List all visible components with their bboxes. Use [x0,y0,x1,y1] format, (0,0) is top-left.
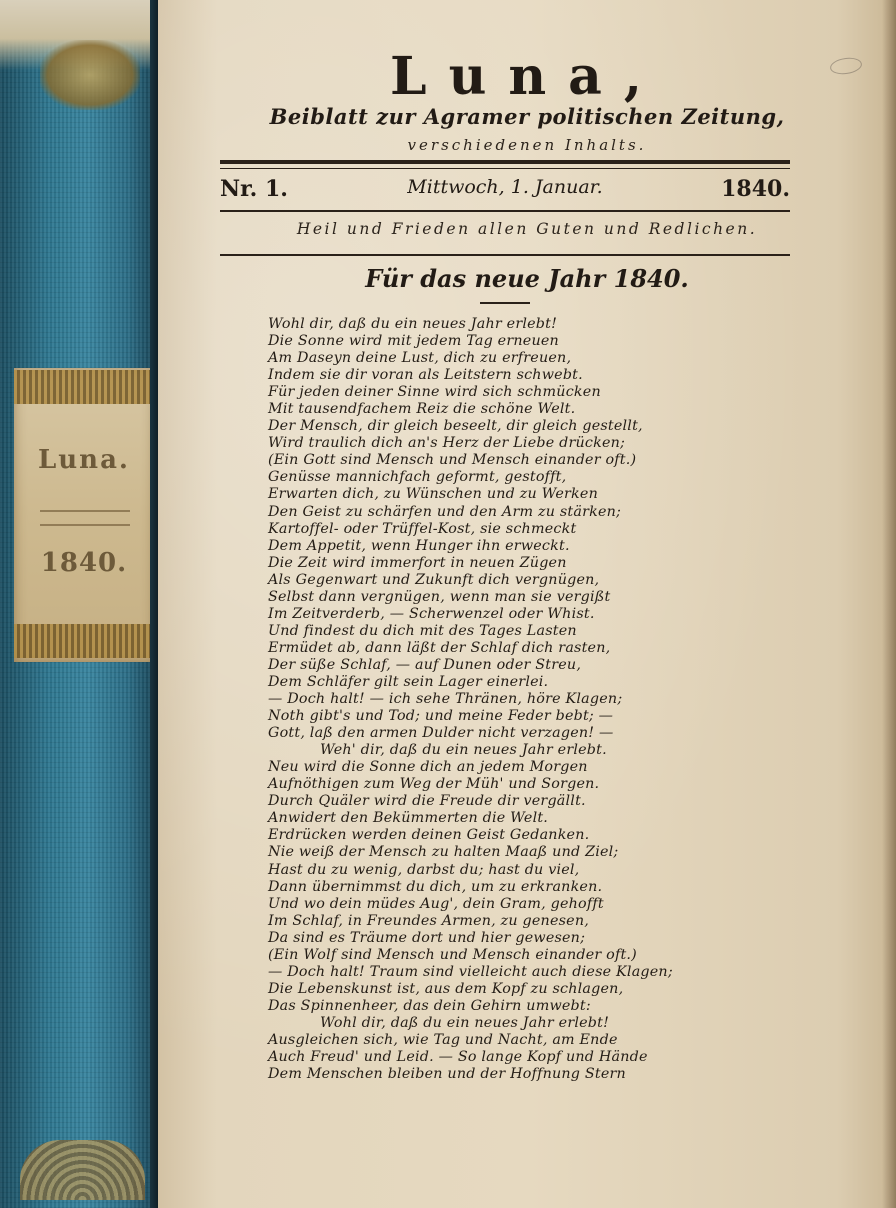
poem-line: Indem sie dir voran als Leitstern schwebt. [268,367,583,384]
newspaper-page [158,0,896,1208]
poem-line: Dem Schläfer gilt sein Lager einerlei. [268,673,549,690]
issue-date: Mittwoch, 1. Januar. [407,176,603,198]
spine-gilt-band [14,370,154,404]
poem-line: Und findest du dich mit des Tages Lasten [268,622,577,639]
issue-number: Nr. 1. [220,176,288,202]
spine-title: Luna. [38,445,130,475]
poem-line: Nie weiß der Mensch zu halten Maaß und Ziel; [268,844,619,861]
masthead-subtitle-2: verschiedenen Inhalts. [407,136,647,154]
poem-line: Am Daseyn deine Lust, dich zu erfreuen, [268,350,572,367]
poem-line: — Doch halt! Traum sind vielleicht auch diese Klagen; [268,963,673,980]
poem-title: Für das neue Jahr 1840. [365,264,689,293]
poem-line: Ausgleichen sich, wie Tag und Nacht, am Ende [268,1031,618,1048]
poem-line: Ermüdet ab, dann läßt der Schlaf dich rasten, [268,639,611,656]
book-spine [0,0,160,1208]
poem-line: Die Sonne wird mit jedem Tag erneuen [268,333,559,350]
poem-line: Mit tausendfachem Reiz die schöne Welt. [268,401,576,418]
poem-line: Die Zeit wird immerfort in neuen Zügen [268,554,567,571]
poem-line: Dem Appetit, wenn Hunger ihn erweckt. [268,537,570,554]
poem-line: Für jeden deiner Sinne wird sich schmücken [268,384,601,401]
poem-line: Weh' dir, daß du ein neues Jahr erlebt. [320,742,607,759]
poem-line: Erwarten dich, zu Wünschen und zu Werken [268,486,598,503]
poem-body [268,316,798,1083]
spine-gilt-band [14,624,154,658]
poem-line: Durch Quäler wird die Freude dir vergällt. [268,793,586,810]
poem-line: Anwidert den Bekümmerten die Welt. [268,810,549,827]
poem-line: Gott, laß den armen Dulder nicht verzagen! — [268,725,614,742]
poem-line: Den Geist zu schärfen und den Arm zu stärken; [268,503,622,520]
poem-line: Neu wird die Sonne dich an jedem Morgen [268,759,588,776]
poem-line: Und wo dein müdes Aug', dein Gram, gehofft [268,895,604,912]
poem-line: Der süße Schlaf, — auf Dunen oder Streu, [268,656,582,673]
poem-line: Genüsse mannichfach geformt, gestofft, [268,469,567,486]
poem-line: Der Mensch, dir gleich beseelt, dir gleich gestellt, [268,418,643,435]
poem-line: Auch Freud' und Leid. — So lange Kopf und Hände [268,1049,648,1066]
header-rule [220,168,790,169]
poem-line: Dem Menschen bleiben und der Hoffnung Stern [268,1066,626,1083]
poem-line: Da sind es Träume dort und hier gewesen; [268,929,586,946]
poem-line: Im Schlaf, in Freundes Armen, zu genesen, [268,912,589,929]
poem-title-rule [480,302,530,304]
poem-line: Wohl dir, daß du ein neues Jahr erlebt! [268,316,558,332]
poem-line: Im Zeitverderb, — Scherwenzel oder Whist. [268,605,595,622]
issue-year: 1840. [721,176,790,202]
masthead-subtitle: Beiblatt zur Agramer politischen Zeitung, [269,104,785,129]
spine-year: 1840. [40,548,128,578]
poem-line: Selbst dann vergnügen, wenn man sie vergißt [268,588,611,605]
poem-line: Die Lebenskunst ist, aus dem Kopf zu schlagen, [268,980,624,997]
spine-bottom-ornament [20,1140,145,1200]
poem-line: Das Spinnenheer, das dein Gehirn umwebt: [268,997,591,1014]
poem-line: Wohl dir, daß du ein neues Jahr erlebt! [320,1014,610,1031]
motto-rule [220,254,790,256]
page-edge-shadow [882,0,896,1208]
poem-line: (Ein Gott sind Mensch und Mensch einander oft.) [268,452,637,469]
header-rule [220,160,790,164]
issue-rule [220,210,790,212]
motto: Heil und Frieden allen Guten und Redlichen. [296,220,758,238]
poem-line: Dann übernimmst du dich, um zu erkranken. [268,878,603,895]
spine-divider [40,510,130,526]
poem-line: Aufnöthigen zum Weg der Müh' und Sorgen. [268,776,600,793]
spine-top-ornament [40,40,140,110]
poem-line: Wird traulich dich an's Herz der Liebe drücken; [268,435,626,452]
poem-line: Als Gegenwart und Zukunft dich vergnügen, [268,571,600,588]
poem-line: (Ein Wolf sind Mensch und Mensch einander oft.) [268,946,637,963]
poem-line: Kartoffel- oder Trüffel-Kost, sie schmeckt [268,520,577,537]
poem-line: Hast du zu wenig, darbst du; hast du viel, [268,861,580,878]
poem-line: Erdrücken werden deinen Geist Gedanken. [268,827,590,844]
issue-line [220,176,790,206]
masthead-title: Luna, [390,46,664,107]
poem-line: Noth gibt's und Tod; und meine Feder bebt; — [268,708,614,725]
poem-line: — Doch halt! — ich sehe Thränen, höre Klagen; [268,691,623,708]
